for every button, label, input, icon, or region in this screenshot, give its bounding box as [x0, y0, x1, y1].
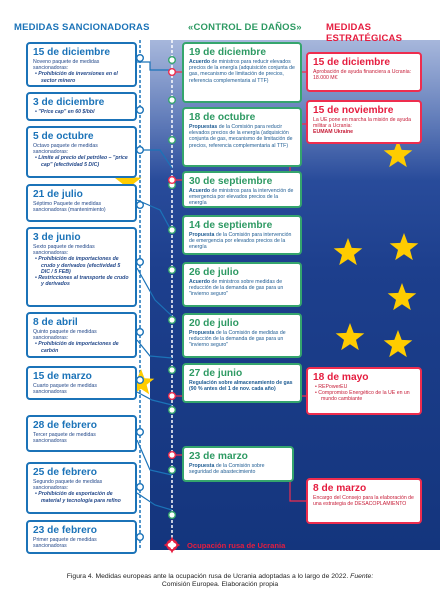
header-sanctions: MEDIDAS SANCIONADORAS [14, 22, 150, 33]
damage-node [169, 467, 176, 474]
strategic-node [169, 69, 176, 76]
sanction-bullet-text: Prohibición de exportación de material y tecnología para refino [38, 491, 121, 504]
sanction-date: 5 de octubre [33, 131, 94, 142]
strategic-card [306, 100, 422, 144]
strategic-card [306, 478, 422, 524]
sanction-text: Sexto paquete de medidas sancionadoras: [33, 244, 95, 257]
sanction-bullet: • Prohibición de importaciones de carbón [35, 341, 119, 354]
damage-detail: de la Comisión sobre seguridad de abastecimiento [189, 463, 265, 476]
sanction-date: 3 de junio [33, 232, 81, 243]
damage-node [169, 137, 176, 144]
figure-caption [30, 573, 410, 590]
sanction-card [26, 184, 137, 222]
sanction-node [137, 202, 144, 209]
sanction-node [137, 329, 144, 336]
strategic-card [306, 367, 422, 415]
sanction-bullet: • Prohibición de importaciones de crudo y derivados (efectividad 5 DIC / 5 FEB) [35, 256, 121, 275]
sanction-node [137, 55, 144, 62]
sanction-card [26, 415, 137, 452]
sanction-text: Octavo paquete de medidas sancionadoras: [33, 143, 98, 156]
sanction-text: Tercer paquete de medidas sancionadoras [33, 432, 96, 445]
strategic-bold: EUMAM Ukraine [313, 129, 354, 136]
sanction-date: 3 de diciembre [33, 97, 105, 108]
damage-node [169, 227, 176, 234]
sanction-bullet-text: Restricciones al transporte de crudo y derivados [38, 275, 129, 288]
damage-text [189, 279, 295, 298]
sanction-date: 21 de julio [33, 189, 83, 200]
sanction-bullet-text: Prohibición de inversiones en el sector minero [38, 71, 118, 84]
damage-lead: Acuerdo [189, 279, 211, 285]
strategic-node [169, 452, 176, 459]
damage-detail: de ministros sobre medidas de reducción de la demanda de gas para un "invierno seguro" [189, 279, 284, 298]
damage-date: 23 de marzo [189, 451, 248, 462]
sanction-card [26, 462, 137, 514]
sanction-text: Primer paquete de medidas sancionadoras [33, 537, 97, 550]
caption-source: Comisión Europea. Elaboración propia [161, 581, 279, 589]
sanction-bullet: • Restricciones al transporte de crudo y derivados [35, 275, 129, 288]
damage-node [169, 267, 176, 274]
damage-detail: de la Comisión de medidas de reducción de la demanda de gas para un "invierno seguro" [189, 330, 286, 349]
sanction-node [137, 147, 144, 154]
strategic-node [169, 393, 176, 400]
damage-text [189, 463, 287, 475]
damage-date: 19 de diciembre [189, 47, 267, 58]
strategic-bullet-text: REPowerEU [318, 384, 348, 390]
strategic-date: 8 de marzo [313, 483, 367, 494]
damage-lead: Propuesta [189, 232, 215, 238]
damage-node [169, 57, 176, 64]
damage-detail: de ministros para reducir elevados precios de la energía (adquisición conjunta de gas, mecanismo de limitación de precios, referencia complementaria al TTF) [189, 59, 295, 84]
strategic-bullet: • Compromiso Energético de la UE en un mundo cambiante [315, 390, 410, 403]
damage-detail: de la Comisión para reducir elevados precios de la energía (adquisición conjunta de gas, mecanismo de limitación de precios, referencia complementaria al TTF) [189, 124, 293, 149]
strategic-bullet-text: Compromiso Energético de la UE en un mundo cambiante [318, 390, 410, 403]
sanction-card [26, 520, 137, 554]
damage-card [182, 262, 302, 307]
sanction-bullet-text: Prohibición de importaciones de carbón [38, 341, 119, 354]
damage-card [182, 171, 302, 208]
damage-lead: Regulación sobre almacenamiento de gas (90 % antes del 1 de nov. cada año) [189, 380, 293, 393]
strategic-node [169, 177, 176, 184]
strategic-date: 15 de diciembre [313, 57, 391, 68]
damage-lead: Propuesta [189, 463, 215, 469]
sanction-date: 15 de marzo [33, 371, 92, 382]
strategic-bullet: • REPowerEU [315, 384, 348, 390]
damage-node [169, 317, 176, 324]
header-damage-control: «CONTROL DE DAÑOS» [188, 22, 302, 33]
sanction-text: Segundo paquete de medidas sancionadoras: [33, 479, 103, 492]
sanction-text: Séptimo Paquete de medidas sancionadoras (mantenimiento) [33, 201, 106, 214]
strategic-card [306, 52, 422, 92]
sanction-date: 23 de febrero [33, 525, 97, 536]
header-strategic: MEDIDAS ESTRATÉGICAS [326, 22, 403, 44]
damage-node [169, 367, 176, 374]
damage-node [169, 407, 176, 414]
sanction-text: Quinto paquete de medidas sancionadoras: [33, 329, 97, 342]
strategic-text: Encargo del Consejo para la elaboración de una estrategia de DESACOPLAMIENTO [313, 495, 414, 508]
sanction-bullet-text: Límite al precio del petróleo – "price cap" (efectividad 5 DIC) [38, 155, 128, 168]
sanction-card [26, 227, 137, 307]
sanction-node [137, 377, 144, 384]
damage-card [182, 363, 302, 403]
damage-node [169, 97, 176, 104]
caption-main: Figura 4. Medidas europeas ante la ocupación rusa de Ucrania adoptadas a lo largo de 2022. [66, 573, 349, 580]
sanction-card [26, 366, 137, 400]
strategic-date: 18 de mayo [313, 372, 369, 383]
damage-date: 20 de julio [189, 318, 239, 329]
damage-lead: Propuestas [189, 124, 218, 130]
sanction-text: Cuarto paquete de medidas sancionadoras [33, 383, 98, 396]
sanction-date: 15 de diciembre [33, 47, 111, 58]
sanction-bullet-text: Prohibición de importaciones de crudo y derivados (efectividad 5 DIC / 5 FEB) [38, 256, 121, 275]
damage-text [189, 188, 295, 207]
damage-text [189, 124, 295, 149]
damage-date: 18 de octubre [189, 112, 256, 123]
strategic-text: Aprobación de ayuda financiera a Ucrania: 18.000 M€ [313, 69, 412, 82]
sanction-card [26, 92, 137, 121]
damage-text [189, 59, 295, 84]
damage-node [169, 512, 176, 519]
damage-date: 30 de septiembre [189, 176, 273, 187]
sanction-node [137, 107, 144, 114]
strategic-text: La UE pone en marcha la misión de ayuda militar a Ucrania: [313, 117, 412, 130]
sanction-node [137, 259, 144, 266]
damage-card [182, 446, 294, 482]
sanction-bullet: • Prohibición de inversiones en el sector minero [35, 71, 118, 84]
sanction-date: 8 de abril [33, 317, 78, 328]
damage-card [182, 42, 302, 103]
damage-lead: Acuerdo [189, 188, 211, 194]
caption-source-label: Fuente: [350, 573, 374, 580]
damage-date: 27 de junio [189, 368, 243, 379]
damage-lead: Propuesta [189, 330, 215, 336]
sanction-node [137, 429, 144, 436]
strategic-date: 15 de noviembre [313, 105, 394, 116]
damage-date: 26 de julio [189, 267, 239, 278]
damage-card [182, 107, 302, 167]
sanction-card [26, 312, 137, 358]
sanction-node [137, 534, 144, 541]
sanction-card [26, 126, 137, 178]
sanction-date: 25 de febrero [33, 467, 97, 478]
sanction-bullet: • Prohibición de exportación de material y tecnología para refino [35, 491, 121, 504]
sanction-card [26, 42, 137, 87]
sanction-node [137, 484, 144, 491]
damage-lead: Acuerdo [189, 59, 211, 65]
damage-date: 14 de septiembre [189, 220, 273, 231]
occupation-label: Ocupación rusa de Ucrania [187, 541, 286, 550]
sanction-bullet: • Límite al precio del petróleo – "price cap" (efectividad 5 DIC) [35, 155, 128, 168]
damage-detail: de la Comisión para intervención de emergencia por elevados precios de la energía [189, 232, 292, 251]
damage-text [189, 330, 295, 349]
damage-detail: de ministros para la intervención de emergencia por elevados precios de la energía [189, 188, 294, 207]
damage-text [189, 232, 295, 251]
sanction-bullet: • "Price cap" en 60 $/bbl [35, 109, 95, 115]
damage-card [182, 313, 302, 358]
damage-card [182, 215, 302, 255]
sanction-bullet-text: "Price cap" en 60 $/bbl [38, 109, 95, 115]
sanction-text: Noveno paquete de medidas sancionadoras: [33, 59, 100, 72]
sanction-date: 28 de febrero [33, 420, 97, 431]
